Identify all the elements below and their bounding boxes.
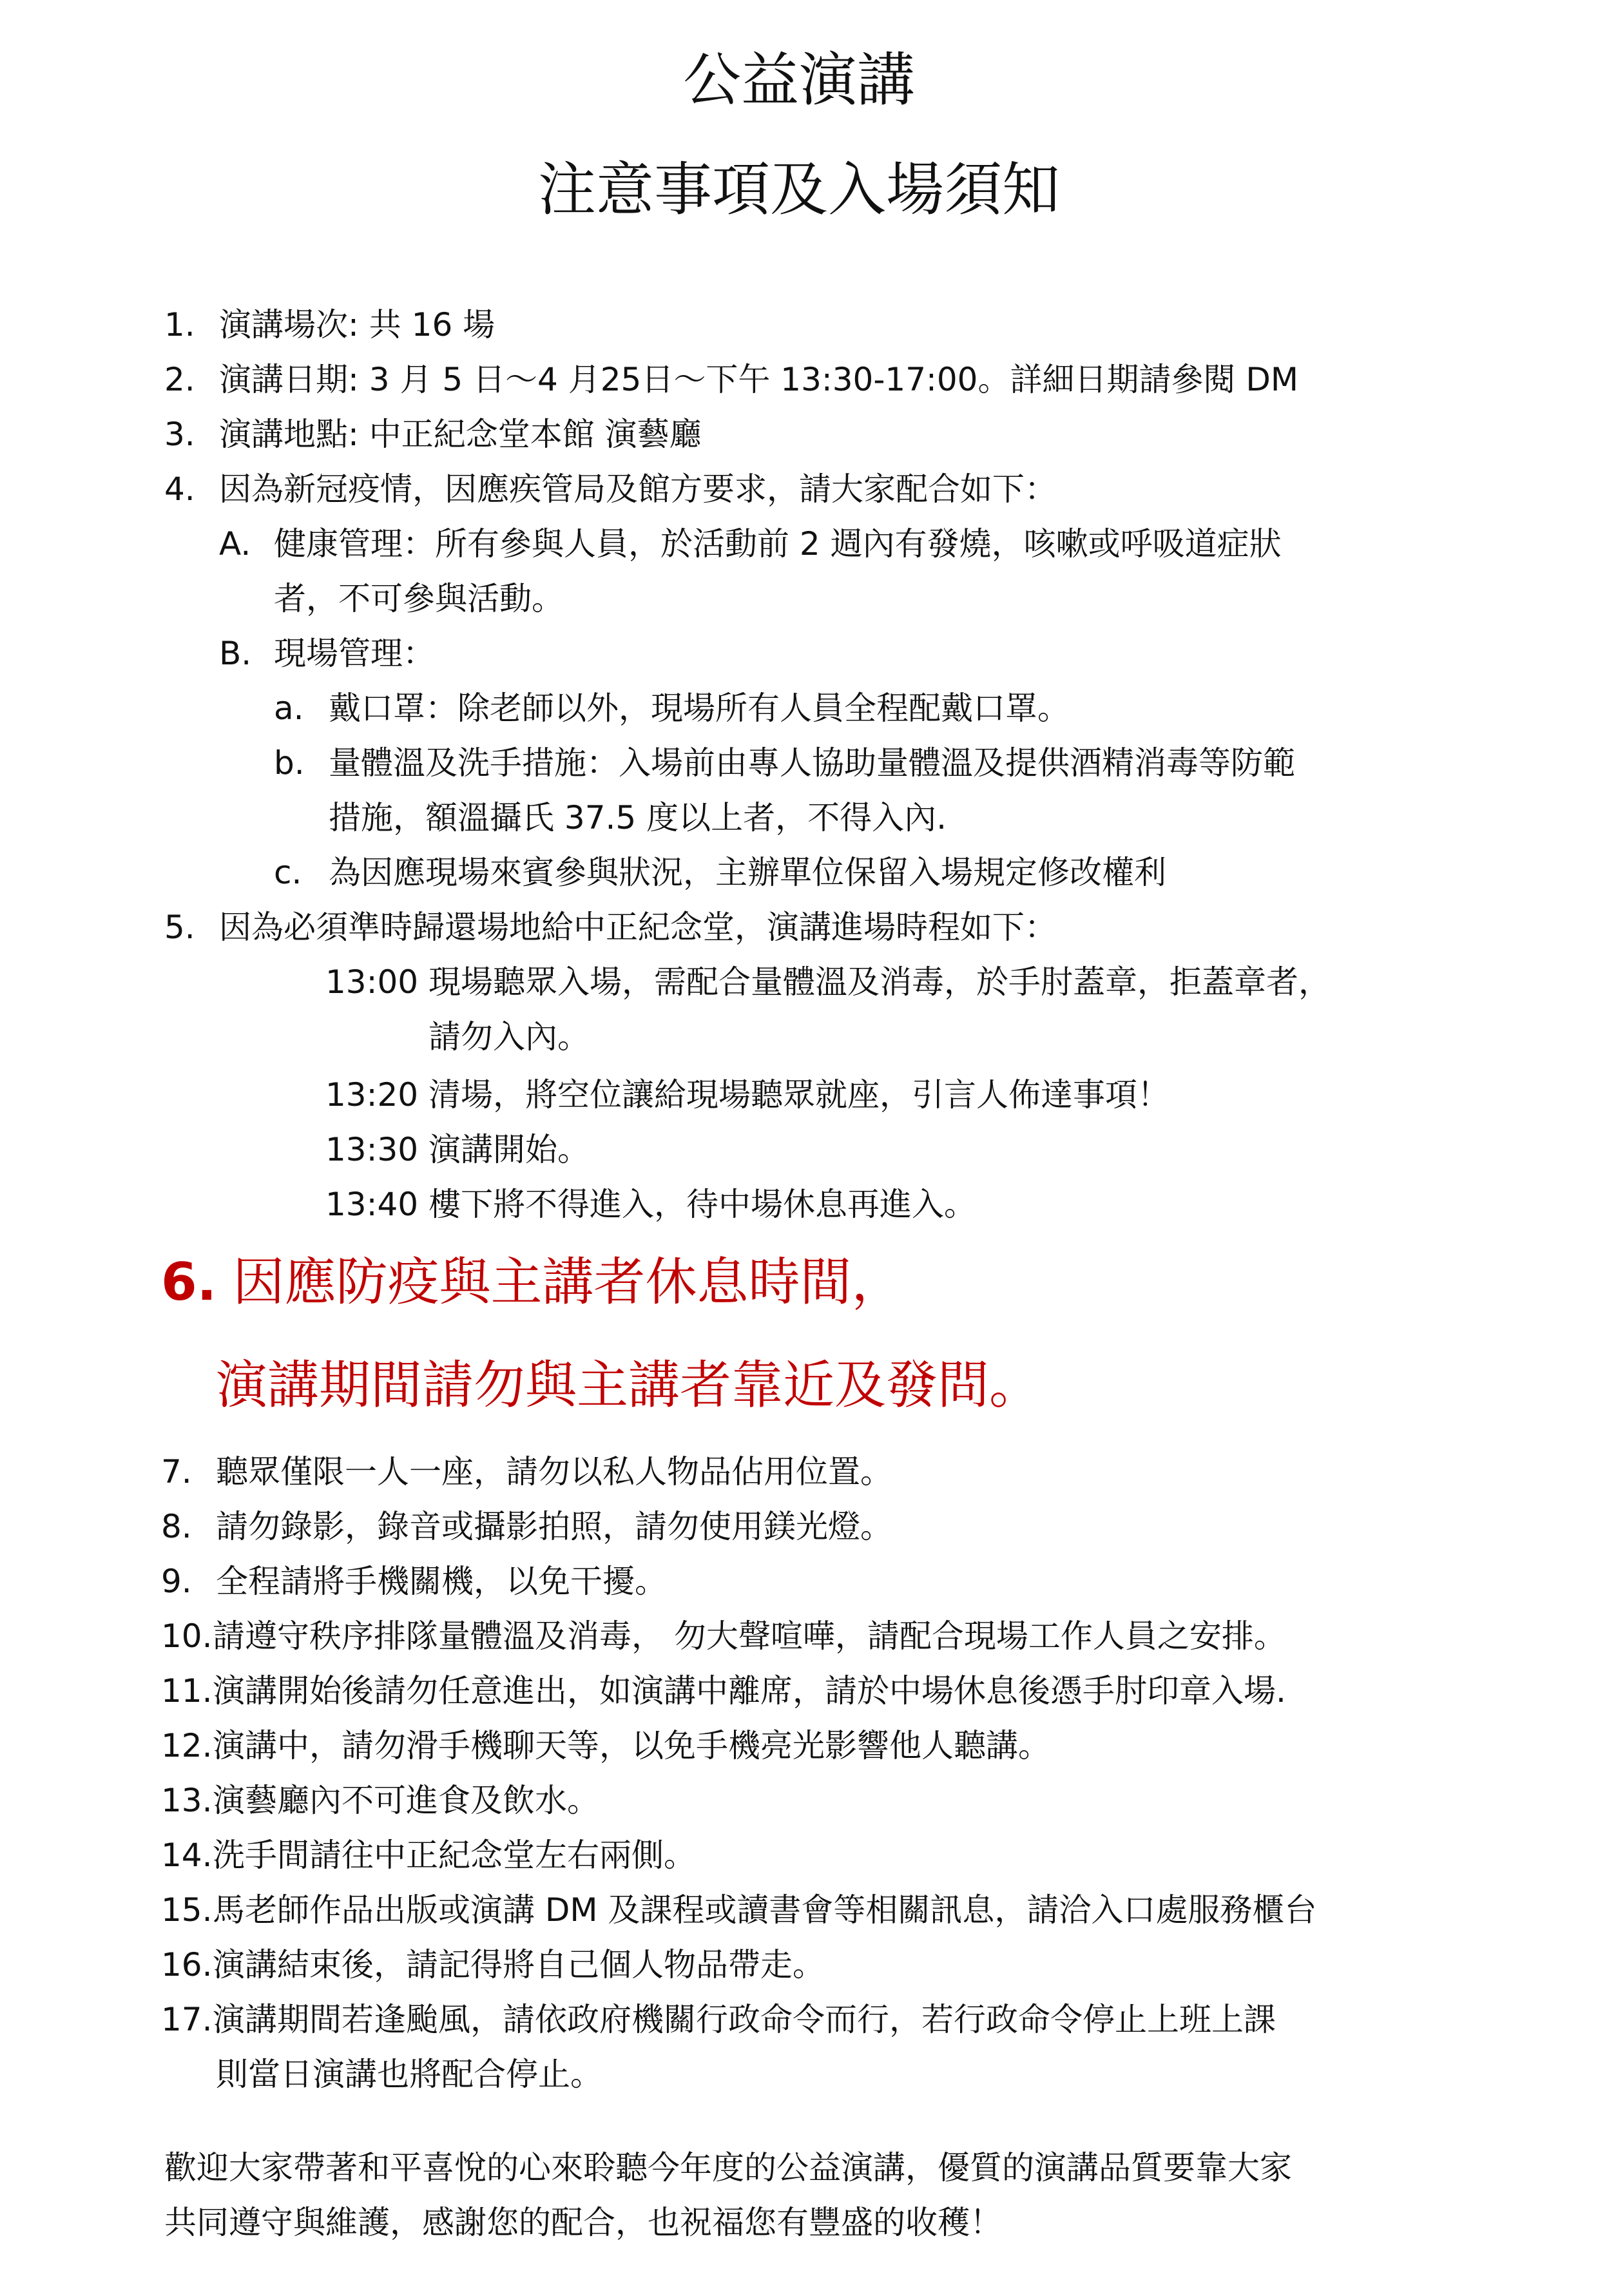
item-text: 請遵守秩序排隊量體溫及消毒， 勿大聲喧嘩，請配合現場工作人員之安排。 [213, 1617, 1286, 1655]
sub-sub-item-text: 措施，額溫攝氏 37.5 度以上者，不得入內. [329, 799, 947, 836]
schedule-text: 現場聽眾入場，需配合量體溫及消毒，於手肘蓋章，拒蓋章者， [428, 963, 1331, 1001]
sub-sub-item-label: a. [274, 690, 304, 727]
closing-line-2: 共同遵守與維護，感謝您的配合，也祝福您有豐盛的收穫！ [164, 2204, 1002, 2241]
schedule-time: 13:40 [325, 1186, 419, 1223]
sub-sub-item-label: c. [274, 854, 302, 891]
item-text: 演講地點: 中正紀念堂本館 演藝廳 [219, 416, 702, 453]
item-text: 請勿錄影，錄音或攝影拍照，請勿使用鎂光燈。 [216, 1508, 892, 1545]
sub-item-label: A. [219, 525, 251, 563]
item-text: 演講開始後請勿任意進出，如演講中離席，請於中場休息後憑手肘印章入場. [213, 1672, 1286, 1710]
item-text: 演藝廳內不可進食及飲水。 [213, 1782, 599, 1819]
sub-sub-item-label: b. [274, 744, 305, 782]
highlight-number: 6. [161, 1252, 217, 1312]
item-number: 16. [161, 1946, 213, 1983]
schedule-time: 13:00 [325, 963, 419, 1001]
item-text: 演講日期: 3 月 5 日～4 月25日～下午 13:30-17:00。詳細日期請參閱 DM [219, 361, 1299, 398]
item-number: 4. [164, 470, 195, 508]
item-number: 3. [164, 416, 195, 453]
item-number: 2. [164, 361, 195, 398]
item-text: 全程請將手機關機，以免干擾。 [216, 1563, 667, 1600]
schedule-time: 13:20 [325, 1076, 419, 1114]
page-title: 公益演講 [683, 46, 915, 114]
item-number: 8. [161, 1508, 192, 1545]
sub-item-text: 健康管理：所有參與人員，於活動前 2 週內有發燒，咳嗽或呼吸道症狀 [274, 525, 1282, 563]
item-text: 則當日演講也將配合停止。 [216, 2056, 602, 2093]
sub-item-text: 現場管理： [274, 635, 435, 672]
item-text: 因為新冠疫情，因應疾管局及館方要求，請大家配合如下： [219, 470, 1057, 508]
sub-item-text: 者，不可參與活動。 [274, 580, 564, 617]
item-text: 因為必須準時歸還場地給中正紀念堂，演講進場時程如下： [219, 909, 1057, 946]
item-number: 1. [164, 306, 195, 343]
item-number: 12. [161, 1727, 213, 1764]
item-text: 演講中，請勿滑手機聊天等，以免手機亮光影響他人聽講。 [213, 1727, 1050, 1764]
item-number: 11. [161, 1672, 213, 1710]
highlight-notice [161, 1250, 903, 1315]
schedule-text: 演講開始。 [428, 1131, 590, 1168]
item-text: 洗手間請往中正紀念堂左右兩側。 [213, 1837, 696, 1874]
highlight-text: 因應防疫與主講者休息時間， [233, 1252, 903, 1312]
item-text: 演講結束後，請記得將自己個人物品帶走。 [213, 1946, 825, 1983]
item-number: 13. [161, 1782, 213, 1819]
sub-sub-item-text: 為因應現場來賓參與狀況，主辦單位保留入場規定修改權利 [329, 854, 1166, 891]
schedule-text: 清場，將空位讓給現場聽眾就座，引言人佈達事項！ [428, 1076, 1170, 1114]
item-text: 演講期間若逢颱風，請依政府機關行政命令而行，若行政命令停止上班上課 [213, 2001, 1276, 2038]
item-number: 15. [161, 1891, 213, 1929]
item-number: 7. [161, 1453, 192, 1490]
item-text: 演講場次: 共 16 場 [219, 306, 496, 343]
item-number: 9. [161, 1563, 192, 1600]
page-subtitle: 注意事項及入場須知 [538, 156, 1060, 224]
closing-line-1: 歡迎大家帶著和平喜悅的心來聆聽今年度的公益演講，優質的演講品質要靠大家 [164, 2149, 1292, 2186]
sub-sub-item-text: 量體溫及洗手措施：入場前由專人協助量體溫及提供酒精消毒等防範 [329, 744, 1295, 782]
item-number: 17. [161, 2001, 213, 2038]
item-number: 10. [161, 1617, 213, 1655]
schedule-text: 樓下將不得進入，待中場休息再進入。 [428, 1186, 976, 1223]
sub-item-label: B. [219, 635, 252, 672]
item-number: 14. [161, 1837, 213, 1874]
highlight-text: 演講期間請勿與主講者靠近及發問。 [216, 1355, 1041, 1415]
sub-sub-item-text: 戴口罩：除老師以外，現場所有人員全程配戴口罩。 [329, 690, 1070, 727]
highlight-notice-continued [216, 1353, 1041, 1418]
schedule-time: 13:30 [325, 1131, 419, 1168]
item-text: 聽眾僅限一人一座，請勿以私人物品佔用位置。 [216, 1453, 892, 1490]
item-number: 5. [164, 909, 195, 946]
schedule-text: 請勿入內。 [428, 1018, 590, 1056]
item-text: 馬老師作品出版或演講 DM 及課程或讀書會等相關訊息，請洽入口處服務櫃台 [213, 1891, 1317, 1929]
